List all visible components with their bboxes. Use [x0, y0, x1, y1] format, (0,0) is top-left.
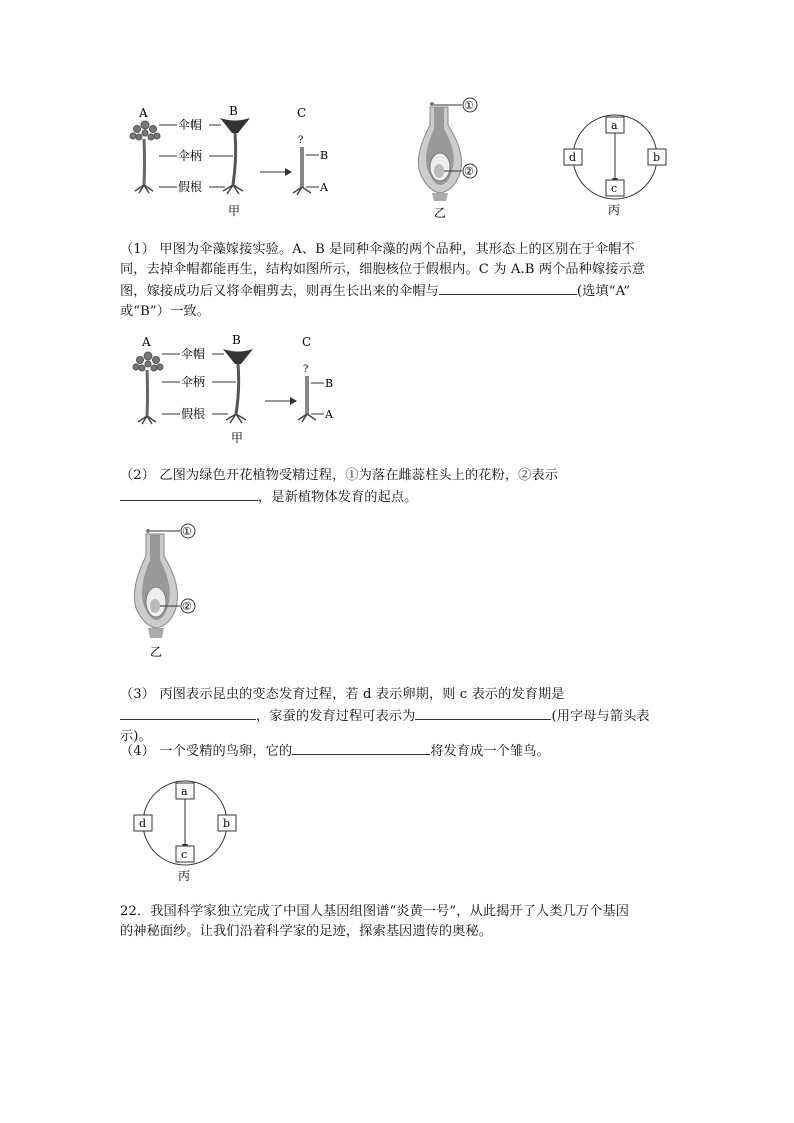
- label-stalk: 伞柄: [181, 375, 206, 389]
- node-c: c: [611, 182, 618, 195]
- figure-jia: [128, 334, 343, 454]
- label-cap: 伞帽: [181, 347, 206, 361]
- graft-label-b: B: [320, 149, 329, 162]
- marker-2: ②: [182, 600, 192, 613]
- node-a: a: [181, 785, 188, 798]
- figure-yi-top: [412, 95, 492, 220]
- label-root: 假根: [181, 407, 206, 421]
- label-root: 假根: [178, 180, 203, 194]
- marker-2: ②: [464, 165, 474, 178]
- caption-jia: 甲: [228, 204, 241, 218]
- node-a: a: [611, 119, 618, 132]
- figure-bing: [128, 778, 243, 888]
- label-a: A: [139, 106, 148, 120]
- label-b: B: [232, 334, 241, 347]
- graft-question: ?: [298, 135, 304, 146]
- graft-label-a: A: [325, 408, 333, 421]
- figure-jia-top: [125, 103, 340, 223]
- marker-1: ①: [464, 99, 474, 112]
- node-c: c: [181, 848, 188, 861]
- answer-blank-1[interactable]: [439, 280, 577, 295]
- figure-bing-top: [558, 112, 673, 222]
- marker-1: ①: [182, 525, 192, 538]
- plant-a-drawing: [130, 121, 160, 193]
- caption-jia: 甲: [231, 431, 244, 445]
- label-cap: 伞帽: [178, 118, 203, 132]
- answer-blank-4[interactable]: [415, 705, 551, 720]
- graft-label-b: B: [325, 377, 334, 390]
- label-c: C: [302, 335, 312, 349]
- answer-blank-3[interactable]: [120, 705, 256, 720]
- answer-blank-5[interactable]: [292, 740, 430, 755]
- node-b: b: [653, 151, 661, 164]
- graft-question: ?: [303, 364, 309, 375]
- label-stalk: 伞柄: [178, 149, 203, 163]
- label-a: A: [142, 335, 151, 349]
- label-c: C: [297, 106, 307, 120]
- node-b: b: [223, 817, 231, 830]
- caption-yi: 乙: [150, 645, 163, 659]
- caption-yi: 乙: [434, 206, 447, 220]
- question-3: （3） 丙图表示昆虫的变态发育过程，若 d 表示卵期，则 c 表示的发育期是 ，家蚕的发育过程可表示为 (用字母与箭头表 示)。: [120, 687, 650, 744]
- question-2: （2） 乙图为绿色开花植物受精过程，①为落在雌蕊柱头上的花粉，②表示 ，是新植物体发育的起点。: [120, 468, 558, 505]
- graft-label-a: A: [320, 181, 328, 194]
- question-22: 22．我国科学家独立完成了中国人基因组图谱“炎黄一号”，从此揭开了人类几万个基因 的神秘面纱。让我们沿着科学家的足迹，探索基因遗传的奥秘。: [120, 904, 630, 939]
- question-1: （1） 甲图为伞藻嫁接实验。A、B 是同种伞藻的两个品种，其形态上的区别在于伞帽不 同，去掉伞帽都能再生，结构如图所示，细胞核位于假根内。C 为 A.B 两个品种嫁接示意 图，嫁接成功后又将伞帽剪去，则再生长出来的伞帽与 (选填“A” 或“B”）一致。: [120, 242, 646, 319]
- question-4: （4） 一个受精的鸟卵，它的 将发育成一个雏鸟。: [120, 740, 680, 762]
- node-d: d: [139, 817, 147, 830]
- caption-bing: 丙: [178, 869, 191, 883]
- caption-bing: 丙: [608, 203, 621, 217]
- node-d: d: [569, 151, 577, 164]
- answer-blank-2[interactable]: [120, 486, 258, 501]
- plant-c-drawing: [293, 147, 311, 195]
- figure-yi: [128, 520, 208, 660]
- label-b: B: [229, 104, 238, 118]
